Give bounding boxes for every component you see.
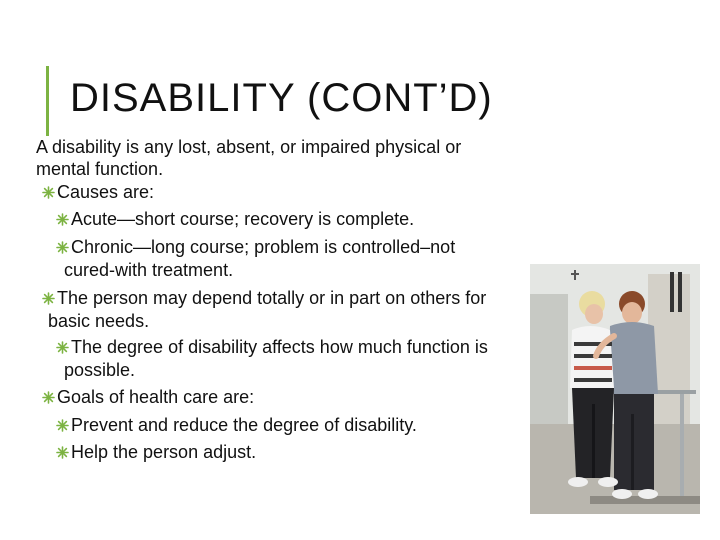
list-item-label: Acute—short course; recovery is complete. xyxy=(71,209,415,229)
list-item xyxy=(56,336,488,358)
list-item xyxy=(56,208,414,230)
body-line: basic needs. xyxy=(48,311,150,331)
body-line: mental function. xyxy=(36,159,164,179)
asterisk-bullet-icon xyxy=(56,213,69,226)
list-item xyxy=(42,181,154,203)
list-item-label: Prevent and reduce the degree of disability. xyxy=(71,415,417,435)
list-item-label: Goals of health care are: xyxy=(57,387,255,407)
list-item xyxy=(56,441,256,463)
asterisk-bullet-icon xyxy=(56,446,69,459)
list-item-label: Causes are: xyxy=(57,182,155,202)
slide-title: DISABILITY (CONT’D) xyxy=(70,76,493,120)
list-item-label: The degree of disability affects how much function is xyxy=(71,337,488,357)
asterisk-bullet-icon xyxy=(42,391,55,404)
body-line: A disability is any lost, absent, or impaired physical or xyxy=(36,137,462,157)
asterisk-bullet-icon xyxy=(42,292,55,305)
asterisk-bullet-icon xyxy=(56,419,69,432)
asterisk-bullet-icon xyxy=(56,241,69,254)
list-item-label: Chronic—long course; problem is controlled–not xyxy=(71,237,456,257)
asterisk-bullet-icon xyxy=(42,186,55,199)
list-item-label: Help the person adjust. xyxy=(71,442,257,462)
body-line: cured-with treatment. xyxy=(64,260,234,280)
list-item xyxy=(42,386,254,408)
list-item-label: The person may depend totally or in part on others for xyxy=(57,288,487,308)
list-item xyxy=(42,287,486,309)
asterisk-bullet-icon xyxy=(56,341,69,354)
list-item xyxy=(56,236,455,258)
body-line: possible. xyxy=(64,360,136,380)
therapist-assisting-patient-photo xyxy=(530,264,700,514)
list-item xyxy=(56,414,417,436)
